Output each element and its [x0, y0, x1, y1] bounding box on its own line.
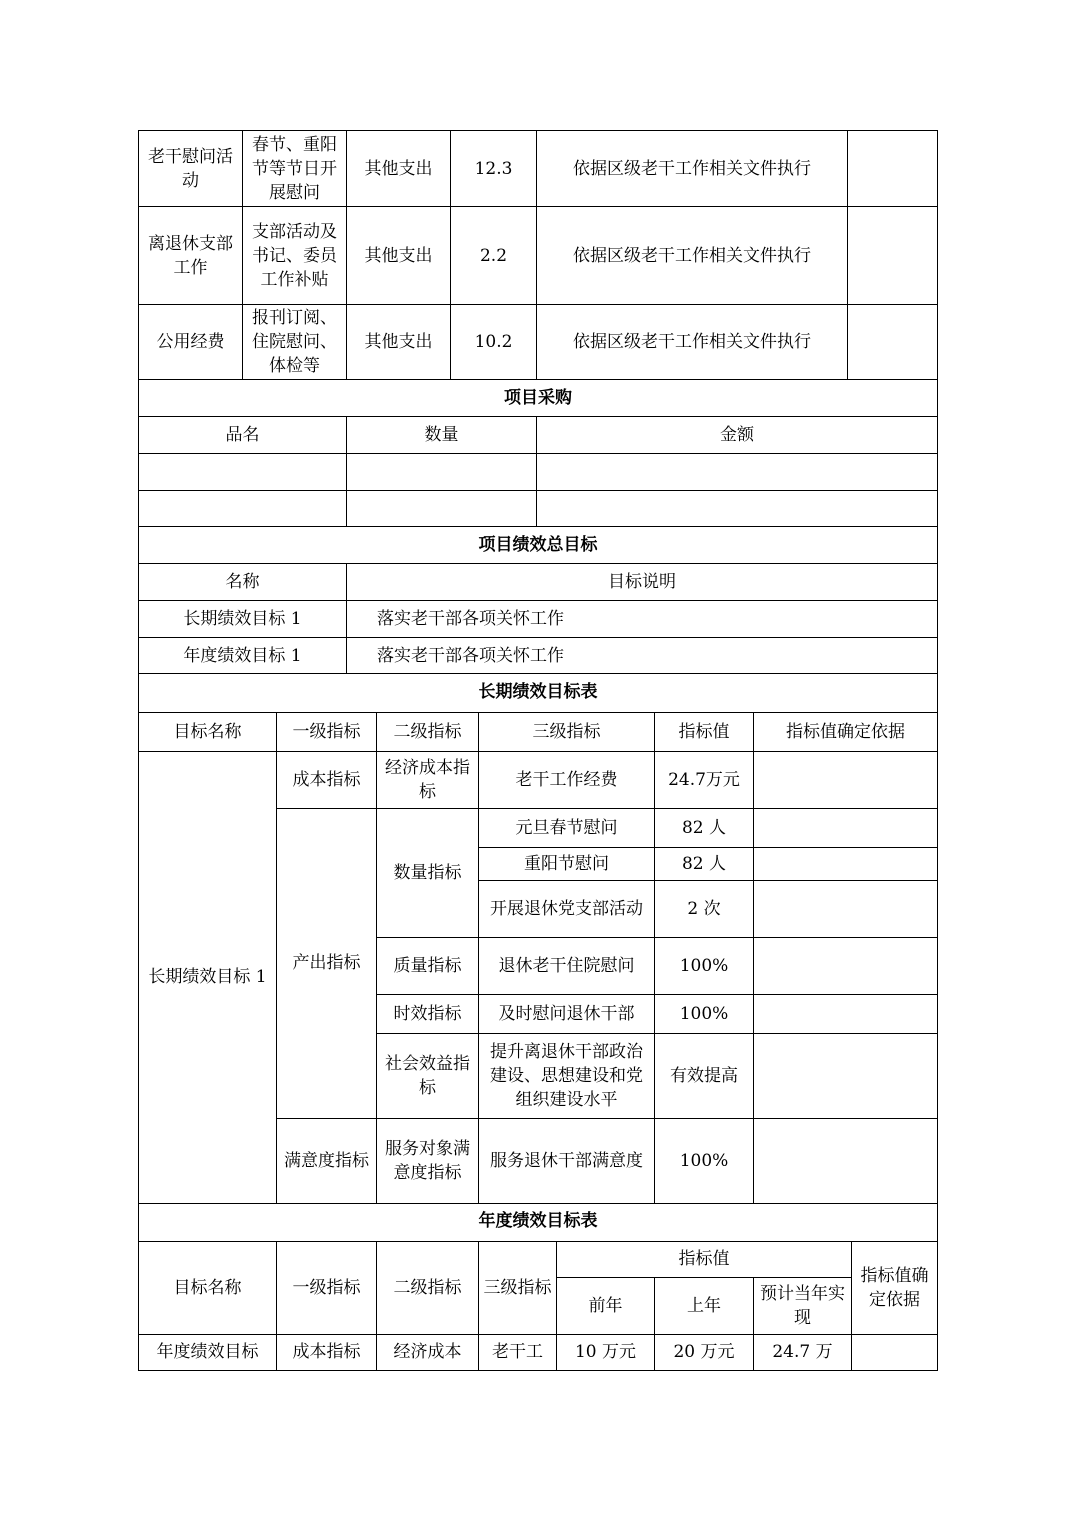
expense-type: 其他支出	[347, 305, 451, 380]
expense-name: 老干慰问活动	[139, 131, 243, 207]
expense-content: 报刊订阅、住院慰问、体检等	[243, 305, 347, 380]
empty-cell	[347, 491, 537, 527]
overall-goal-row	[139, 638, 938, 674]
level2-indicator: 社会效益指标	[377, 1033, 479, 1118]
empty-cell	[537, 454, 938, 491]
indicator-value: 100%	[655, 1118, 754, 1203]
level2-indicator: 数量指标	[377, 808, 479, 937]
goal-name: 长期绩效目标 1	[139, 601, 347, 638]
procurement-header	[139, 417, 938, 454]
level3-indicator: 重阳节慰问	[479, 847, 655, 880]
goal-name: 年度绩效目标 1	[139, 638, 347, 674]
goal-desc: 落实老干部各项关怀工作	[347, 638, 938, 674]
indicator-basis	[754, 880, 938, 937]
indicator-row	[139, 751, 938, 808]
col-header: 品名	[139, 417, 347, 454]
expense-row	[139, 305, 938, 380]
expense-basis: 依据区级老干工作相关文件执行	[537, 305, 848, 380]
col-header: 目标名称	[139, 1241, 277, 1334]
empty-cell	[139, 491, 347, 527]
col-header: 指标值确定依据	[754, 712, 938, 751]
col-header: 名称	[139, 564, 347, 601]
level2-indicator: 质量指标	[377, 937, 479, 994]
expense-amount: 2.2	[451, 207, 537, 305]
expense-note	[848, 131, 938, 207]
col-header: 预计当年实现	[754, 1277, 852, 1334]
indicator-basis	[852, 1334, 938, 1370]
col-header: 一级指标	[277, 1241, 377, 1334]
col-header: 目标名称	[139, 712, 277, 751]
expense-basis: 依据区级老干工作相关文件执行	[537, 131, 848, 207]
expense-name: 离退休支部工作	[139, 207, 243, 305]
indicator-basis	[754, 1118, 938, 1203]
expense-content: 支部活动及书记、委员工作补贴	[243, 207, 347, 305]
indicator-basis	[754, 994, 938, 1033]
procurement-row	[139, 454, 938, 491]
level3-indicator: 服务退休干部满意度	[479, 1118, 655, 1203]
level3-indicator: 提升离退休干部政治建设、思想建设和党组织建设水平	[479, 1033, 655, 1118]
expense-row	[139, 131, 938, 207]
col-header: 金额	[537, 417, 938, 454]
level1-indicator: 满意度指标	[277, 1118, 377, 1203]
level3-indicator: 老干工	[479, 1334, 557, 1370]
expense-amount: 10.2	[451, 305, 537, 380]
indicator-basis	[754, 808, 938, 847]
expense-basis: 依据区级老干工作相关文件执行	[537, 207, 848, 305]
indicator-value: 100%	[655, 937, 754, 994]
annual-title: 年度绩效目标表	[139, 1202, 938, 1241]
indicator-value: 100%	[655, 994, 754, 1033]
procurement-title: 项目采购	[139, 380, 938, 417]
goal-name: 长期绩效目标 1	[139, 751, 277, 1203]
indicator-basis	[754, 751, 938, 808]
annual-table	[138, 1202, 938, 1371]
level1-indicator: 成本指标	[277, 751, 377, 808]
long-term-title: 长期绩效目标表	[139, 673, 938, 712]
expense-row	[139, 207, 938, 305]
value-prev1: 20 万元	[655, 1334, 754, 1370]
col-header: 三级指标	[479, 712, 655, 751]
budget-table	[138, 130, 938, 674]
col-header: 一级指标	[277, 712, 377, 751]
long-term-table	[138, 673, 938, 1204]
level1-indicator: 成本指标	[277, 1334, 377, 1370]
col-header: 指标值	[557, 1241, 852, 1277]
col-header: 指标值	[655, 712, 754, 751]
annual-row	[139, 1334, 938, 1370]
col-header: 指标值确定依据	[852, 1241, 938, 1334]
overall-goal-header	[139, 564, 938, 601]
expense-name: 公用经费	[139, 305, 243, 380]
procurement-row	[139, 491, 938, 527]
col-header: 前年	[557, 1277, 655, 1334]
annual-header	[139, 1241, 938, 1277]
col-header: 上年	[655, 1277, 754, 1334]
indicator-value: 82 人	[655, 808, 754, 847]
overall-goal-title: 项目绩效总目标	[139, 527, 938, 564]
col-header: 三级指标	[479, 1241, 557, 1334]
level2-indicator: 经济成本指标	[377, 751, 479, 808]
col-header: 目标说明	[347, 564, 938, 601]
indicator-value: 2 次	[655, 880, 754, 937]
col-header: 数量	[347, 417, 537, 454]
level1-indicator: 产出指标	[277, 808, 377, 1118]
expense-amount: 12.3	[451, 131, 537, 207]
indicator-value: 82 人	[655, 847, 754, 880]
indicator-basis	[754, 1033, 938, 1118]
level3-indicator: 元旦春节慰问	[479, 808, 655, 847]
level3-indicator: 老干工作经费	[479, 751, 655, 808]
level2-indicator: 服务对象满意度指标	[377, 1118, 479, 1203]
value-current: 24.7 万	[754, 1334, 852, 1370]
expense-note	[848, 305, 938, 380]
level2-indicator: 经济成本	[377, 1334, 479, 1370]
expense-content: 春节、重阳节等节日开展慰问	[243, 131, 347, 207]
level2-indicator: 时效指标	[377, 994, 479, 1033]
indicator-basis	[754, 847, 938, 880]
level3-indicator: 及时慰问退休干部	[479, 994, 655, 1033]
empty-cell	[347, 454, 537, 491]
level3-indicator: 开展退休党支部活动	[479, 880, 655, 937]
indicator-value: 24.7万元	[655, 751, 754, 808]
col-header: 二级指标	[377, 712, 479, 751]
empty-cell	[139, 454, 347, 491]
col-header: 二级指标	[377, 1241, 479, 1334]
empty-cell	[537, 491, 938, 527]
overall-goal-row	[139, 601, 938, 638]
expense-note	[848, 207, 938, 305]
level3-indicator: 退休老干住院慰问	[479, 937, 655, 994]
goal-desc: 落实老干部各项关怀工作	[347, 601, 938, 638]
indicator-basis	[754, 937, 938, 994]
expense-type: 其他支出	[347, 131, 451, 207]
goal-name: 年度绩效目标	[139, 1334, 277, 1370]
expense-type: 其他支出	[347, 207, 451, 305]
indicator-value: 有效提高	[655, 1033, 754, 1118]
long-term-header	[139, 712, 938, 751]
value-prev2: 10 万元	[557, 1334, 655, 1370]
